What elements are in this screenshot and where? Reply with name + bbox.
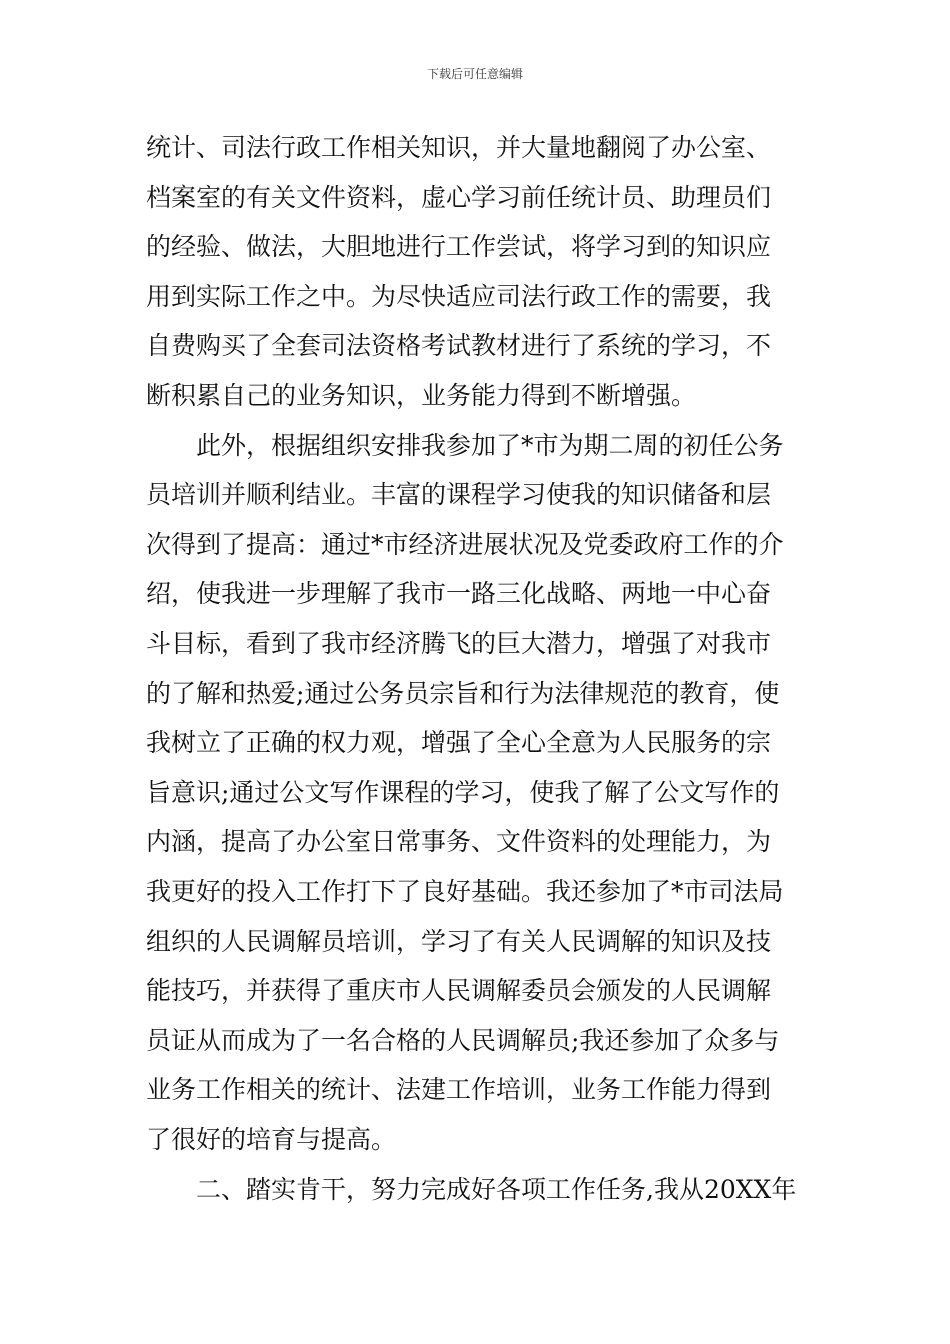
text-line: 用到实际工作之中。为尽快适应司法行政工作的需要，我 xyxy=(146,281,772,311)
text-line: 员证从而成为了一名合格的人民调解员;我还参加了众多与 xyxy=(146,1025,780,1055)
text-line: 我树立了正确的权力观，增强了全心全意为人民服务的宗 xyxy=(146,728,772,758)
text-line: 断积累自己的业务知识，业务能力得到不断增强。 xyxy=(146,380,697,410)
text-line: 内涵，提高了办公室日常事务、文件资料的处理能力，为 xyxy=(146,827,772,857)
text-line: 的了解和热爱;通过公务员宗旨和行为法律规范的教育，使 xyxy=(146,678,780,708)
text-line: 旨意识;通过公文写作课程的学习，使我了解了公文写作的 xyxy=(146,777,780,807)
text-line: 自费购买了全套司法资格考试教材进行了系统的学习，不 xyxy=(146,331,772,361)
text-line: 员培训并顺利结业。丰富的课程学习使我的知识储备和层 xyxy=(146,480,772,510)
text-line: 档案室的有关文件资料，虚心学习前任统计员、助理员们 xyxy=(146,182,772,212)
text-line: 次得到了提高：通过*市经济进展状况及党委政府工作的介 xyxy=(146,529,784,559)
document-body xyxy=(146,123,811,1215)
text-line: 统计、司法行政工作相关知识，并大量地翻阅了办公室、 xyxy=(146,133,772,162)
page-header: 下载后可任意编辑 xyxy=(426,67,523,81)
text-line: 我更好的投入工作打下了良好基础。我还参加了*市司法局 xyxy=(146,876,784,906)
text-line: 斗目标，看到了我市经济腾飞的巨大潜力，增强了对我市 xyxy=(146,628,772,658)
text-line: 组织的人民调解员培训，学习了有关人民调解的知识及技 xyxy=(146,926,772,956)
text-line: 业务工作相关的统计、法建工作培训，业务工作能力得到 xyxy=(146,1075,772,1105)
text-line: 的经验、做法，大胆地进行工作尝试，将学习到的知识应 xyxy=(146,232,772,262)
text-line: 了很好的培育与提高。 xyxy=(146,1124,397,1154)
text-line: 能技巧，并获得了重庆市人民调解委员会颁发的人民调解 xyxy=(146,976,772,1006)
paragraph-first-line: 此外，根据组织安排我参加了*市为期二周的初任公务 xyxy=(196,430,784,460)
paragraph-first-line: 二、踏实肯干，努力完成好各项工作任务,我从20XX年 xyxy=(196,1175,797,1205)
text-line: 绍，使我进一步理解了我市一路三化战略、两地一中心奋 xyxy=(146,579,772,609)
